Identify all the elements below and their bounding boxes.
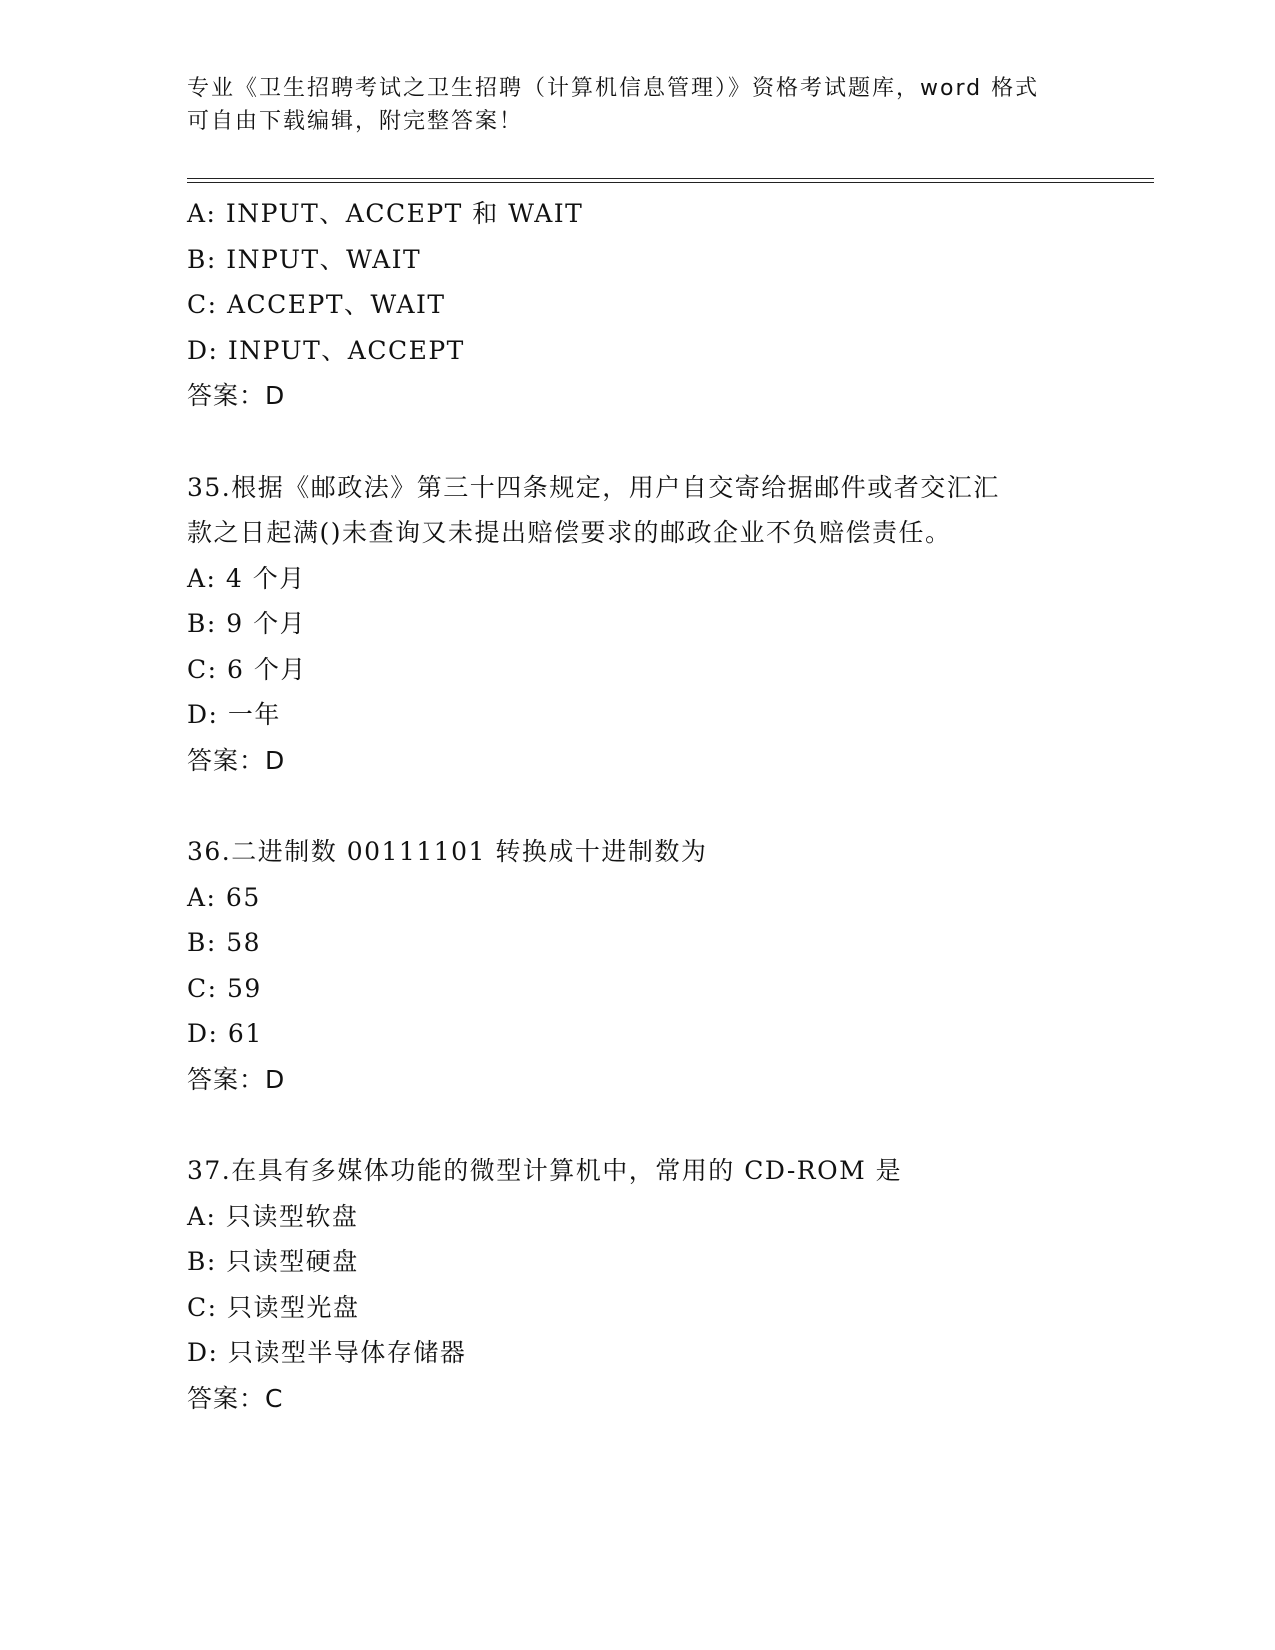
- question-text: 款之日起满()未查询又未提出赔偿要求的邮政企业不负赔偿责任。: [187, 518, 952, 547]
- question-text: 37.在具有多媒体功能的微型计算机中，常用的 CD-ROM 是: [187, 1156, 903, 1185]
- answer-option: B: 只读型硬盘: [187, 1247, 359, 1276]
- answer-option: B: 58: [187, 928, 262, 957]
- question-list: [187, 191, 1127, 1421]
- block-spacer: [187, 1102, 1127, 1148]
- question-block: [187, 1148, 1127, 1421]
- answer-option: D: 一年: [187, 700, 281, 729]
- question-block: [187, 191, 1127, 419]
- answer-option: C: ACCEPT、WAIT: [187, 290, 446, 319]
- answer-option: A: INPUT、ACCEPT 和 WAIT: [187, 199, 584, 228]
- answer-option: A: 只读型软盘: [187, 1201, 359, 1231]
- question-block: [187, 829, 1127, 1102]
- answer-option: B: INPUT、WAIT: [187, 244, 422, 274]
- answer-option: D: 只读型半导体存储器: [187, 1338, 467, 1367]
- header-line-2: 可自由下载编辑，附完整答案！: [187, 109, 524, 134]
- answer-option: C: 59: [187, 973, 262, 1003]
- question-block: [187, 465, 1127, 784]
- header-divider: [187, 178, 1154, 183]
- question-text: 36.二进制数 00111101 转换成十进制数为: [187, 837, 708, 866]
- block-spacer: [187, 419, 1127, 465]
- answer-option: D: INPUT、ACCEPT: [187, 335, 465, 365]
- answer-option: C: 只读型光盘: [187, 1292, 360, 1322]
- block-spacer: [187, 783, 1127, 829]
- document-header: [187, 72, 1067, 138]
- answer-option: D: 61: [187, 1019, 263, 1048]
- answer-option: A: 4 个月: [187, 563, 306, 593]
- answer-key: 答案：C: [187, 1383, 284, 1413]
- header-line-1: 专业《卫生招聘考试之卫生招聘（计算机信息管理）》资格考试题库，word 格式: [187, 76, 1040, 101]
- answer-option: B: 9 个月: [187, 609, 307, 638]
- answer-key: 答案：D: [187, 381, 286, 410]
- answer-key: 答案：D: [187, 1064, 286, 1094]
- question-text: 35.根据《邮政法》第三十四条规定，用户自交寄给据邮件或者交汇汇: [187, 472, 1000, 502]
- answer-option: A: 65: [187, 882, 261, 912]
- answer-option: C: 6 个月: [187, 654, 307, 684]
- answer-key: 答案：D: [187, 745, 286, 775]
